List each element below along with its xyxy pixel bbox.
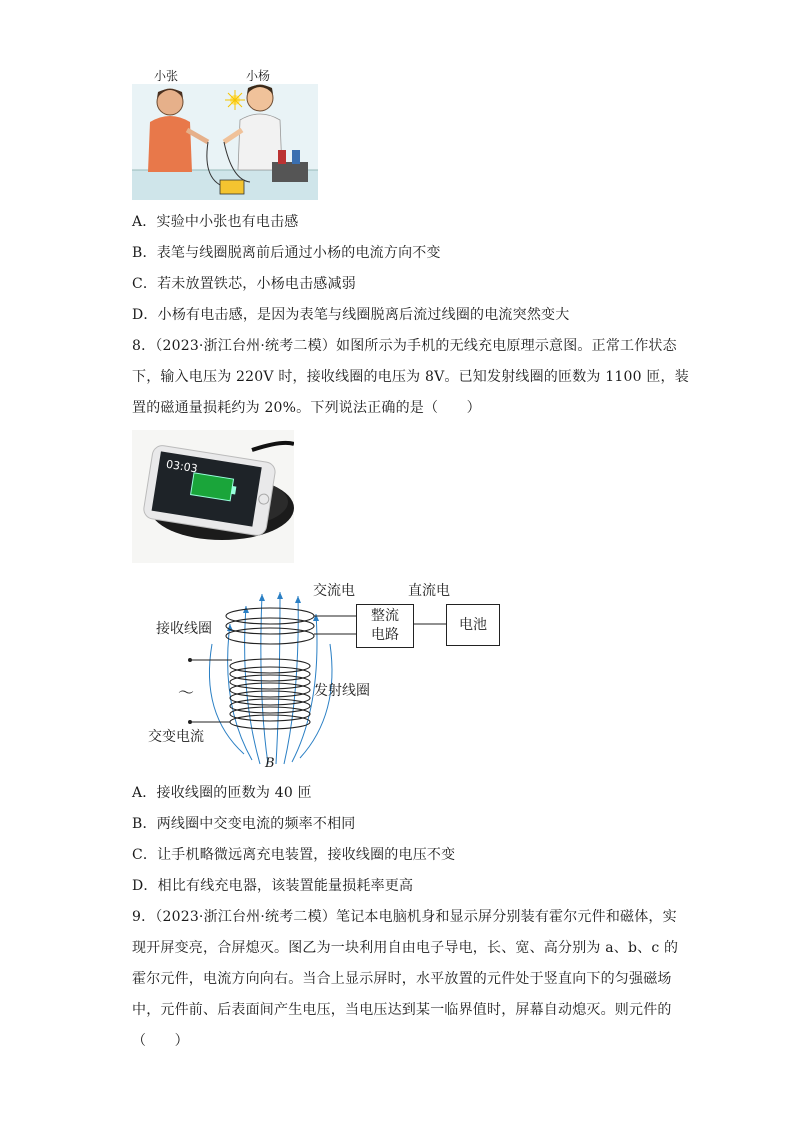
q8-stem-line-3: 置的磁通量损耗约为 20%。下列说法正确的是（ ）	[132, 400, 481, 416]
q8-option-b: B．两线圈中交变电流的频率不相同	[132, 816, 356, 832]
q7-option-a: A．实验中小张也有电击感	[132, 214, 299, 230]
q9-stem-line-2: 现开屏变亮，合屏熄灭。图乙为一块利用自由电子导电，长、宽、高分别为 a、b、c 的	[132, 940, 679, 956]
rectifier-label-2: 电路	[371, 627, 399, 643]
phone-time: 03:03	[165, 457, 199, 476]
q7-option-d: D．小杨有电击感，是因为表笔与线圈脱离后流过线圈的电流突然变大	[132, 307, 570, 323]
q9-stem-line-3: 霍尔元件，电流方向向右。当合上显示屏时，水平放置的元件处于竖直向下的匀强磁场	[132, 971, 672, 987]
q7-option-c: C．若未放置铁芯，小杨电击感减弱	[132, 276, 356, 292]
ac-current-label: 交变电流	[148, 729, 204, 745]
label-xiaozhang: 小张	[154, 69, 179, 83]
q8-option-a: A．接收线圈的匝数为 40 匝	[132, 785, 312, 801]
field-label-b: B	[265, 756, 275, 771]
wireless-charging-photo	[132, 430, 294, 563]
q9-stem-line-4: 中，元件前、后表面间产生电压，当电压达到某一临界值时，屏幕自动熄灭。则元件的	[132, 1002, 672, 1018]
experiment-illustration	[132, 62, 318, 200]
q9-stem-line-5: （ ）	[132, 1033, 189, 1049]
transmit-coil-label: 发射线圈	[314, 683, 370, 699]
tilde-symbol: ～	[178, 683, 195, 702]
receive-coil-label: 接收线圈	[156, 621, 212, 637]
q7-option-b: B．表笔与线圈脱离前后通过小杨的电流方向不变	[132, 245, 441, 261]
q8-stem-line-2: 下，输入电压为 220V 时，接收线圈的电压为 8V。已知发射线圈的匝数为 1100 匝，装	[132, 369, 689, 385]
battery-label: 电池	[459, 617, 487, 633]
ac-label: 交流电	[313, 583, 355, 599]
rectifier-label-1: 整流	[371, 608, 399, 624]
battery-box	[446, 604, 500, 646]
rectifier-box	[356, 604, 414, 648]
label-xiaoyang: 小杨	[246, 69, 271, 83]
q8-option-d: D．相比有线充电器，该装置能量损耗率更高	[132, 878, 414, 894]
q9-stem-line-1: 9．（2023·浙江台州·统考二模）笔记本电脑机身和显示屏分别装有霍尔元件和磁体，实	[132, 909, 677, 925]
q8-option-c: C．让手机略微远离充电装置，接收线圈的电压不变	[132, 847, 456, 863]
dc-label: 直流电	[408, 583, 450, 599]
wireless-charging-diagram	[140, 574, 520, 774]
q8-stem-line-1: 8．（2023·浙江台州·统考二模）如图所示为手机的无线充电原理示意图。正常工作状态	[132, 338, 677, 354]
